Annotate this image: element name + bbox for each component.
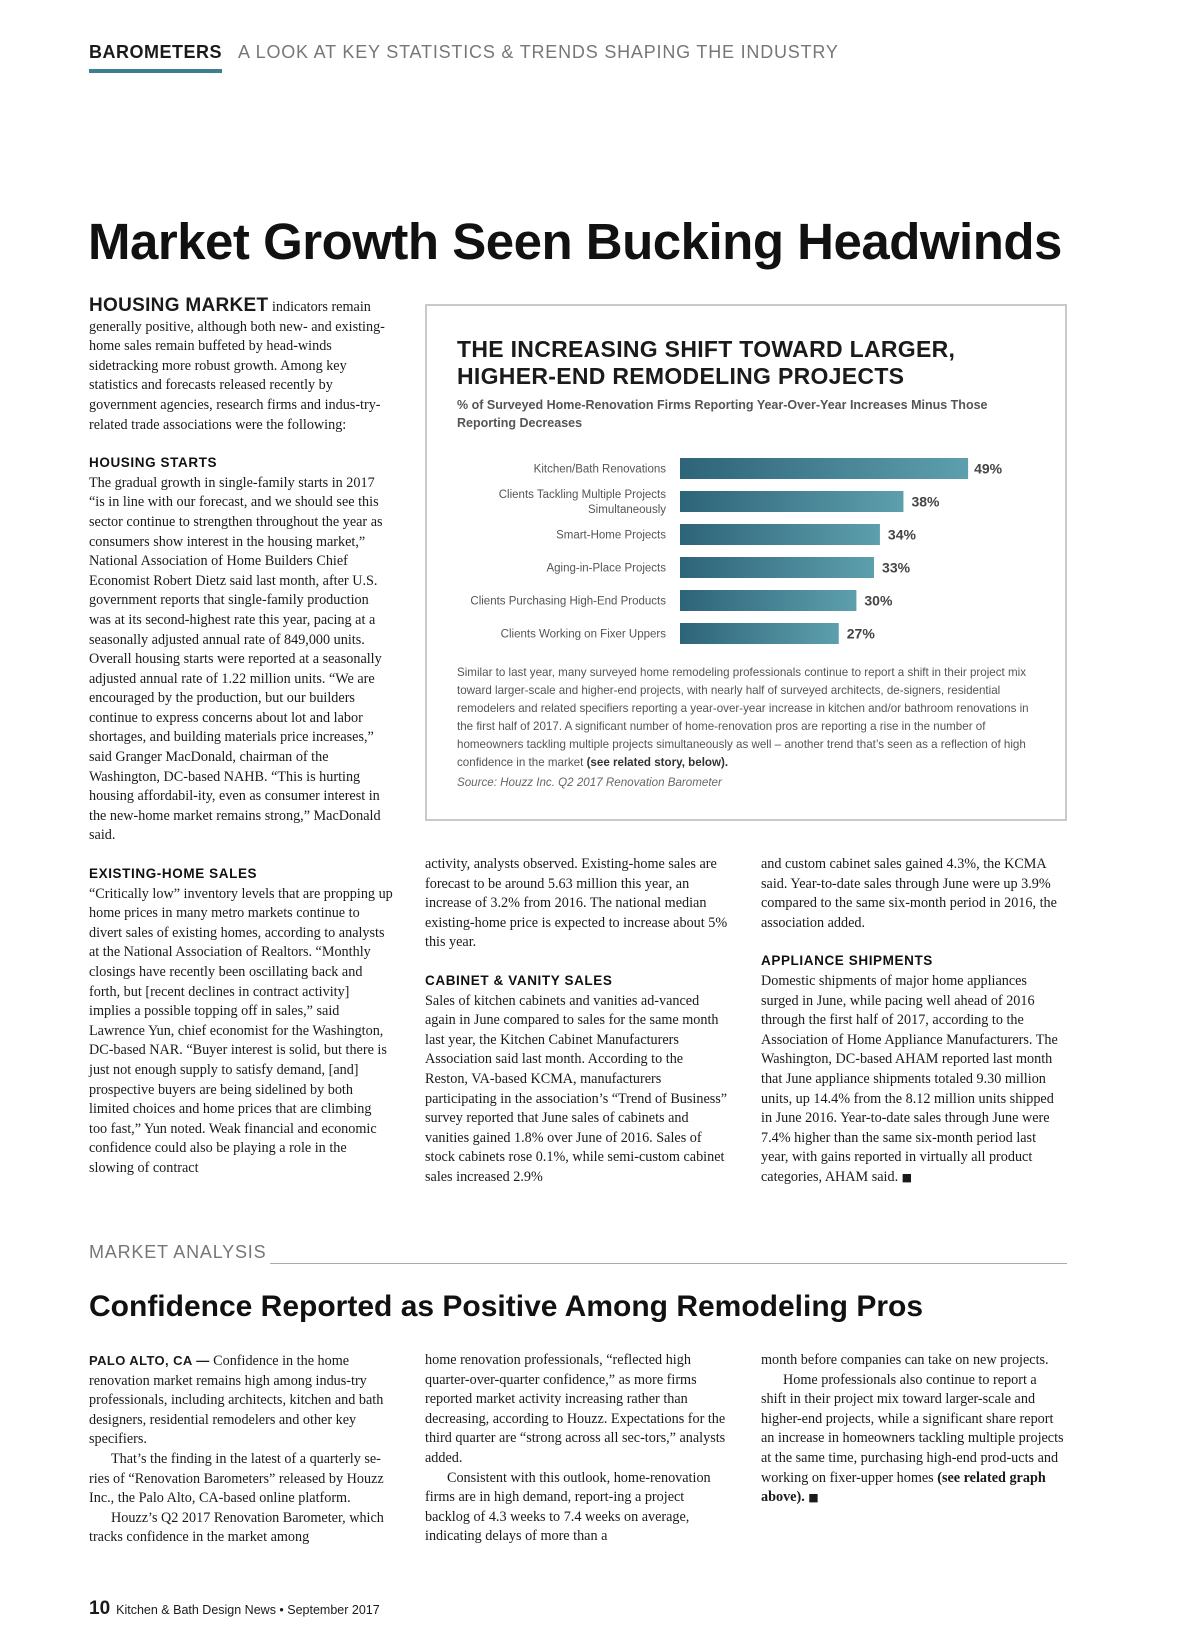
article-column-2: [425, 855, 729, 1188]
page-header: [89, 42, 839, 74]
ma-paragraph-2: That’s the finding in the latest of a quarterly se-ries of “Renovation Barometers” released by Houzz Inc., the Palo Alto, CA-based online platform.: [89, 1450, 384, 1507]
value-label-3: 34%: [887, 526, 916, 543]
existing-home-heading: EXISTING-HOME SALES: [89, 866, 258, 882]
ma-p5-text: Home professionals also continue to report a shift in their project mix toward larger-scale and higher-end projects, while a significant share report an increase in homeowners tackling multiple projects at the same time, purchasing high-end prod-ucts and working on fixer-upper homes: [761, 1371, 1064, 1486]
market-analysis-column-2: [425, 1351, 729, 1547]
bar-5: [680, 590, 856, 611]
value-label-5: 30%: [864, 592, 893, 609]
chart-title: THE INCREASING SHIFT TOWARD LARGER, HIGHER-END REMODELING PROJECTS: [457, 336, 956, 389]
section-divider: [270, 1263, 1067, 1264]
appliance-paragraph: [761, 972, 1065, 1188]
cabinet-continued: and custom cabinet sales gained 4.3%, the KCMA said. Year-to-date sales through June were up 3.9% compared to the same six-month period in 2016, the association added.: [761, 856, 1057, 931]
article-column-1: [89, 296, 393, 1179]
chart-source: Source: Houzz Inc. Q2 2017 Renovation Barometer: [457, 776, 722, 789]
ma-p5-reference: (see related graph above).: [761, 1469, 1046, 1506]
end-mark: ■: [808, 1491, 819, 1505]
bar-1: [680, 458, 968, 479]
section-tagline: A LOOK AT KEY STATISTICS & TRENDS SHAPING THE INDUSTRY: [238, 42, 839, 62]
ma-paragraph-4-continued: month before companies can take on new projects.: [761, 1352, 1049, 1368]
chart-caption-reference: (see related story, below).: [586, 756, 729, 769]
ma-paragraph-5: [761, 1371, 1065, 1508]
category-label-6: Clients Working on Fixer Uppers: [500, 628, 666, 641]
housing-starts-text: The gradual growth in single-family starts in 2017 “is in line with our forecast, and we should see this sector continue to strengthen throughout the year as consumers show interest in the housing market,” National Association of Home Builders Chief Economist Robert Dietz said last month, after U.S. government reports that single-family production was at its second-highest rate this year, pacing at a seasonally adjusted annual rate of 849,000 units. Overall housing starts were reported at a seasonally adjusted annual rate of 1.22 million units. “We are encouraged by the production, but our builders continue to express concerns about lot and labor shortages, and building materials price increases,” said Granger MacDonald, chairman of the Washington, DC-based NAHB. “This is hurting housing affordabil-ity, even as consumer interest in the new-home market remains strong,” MacDonald said.: [89, 474, 383, 844]
bar-6: [680, 623, 839, 644]
intro-text: indicators remain generally positive, although both new- and existing-home sales remain buffeted by head-winds sidetracking more robust growth. Among key statistics and forecasts released recently by government agencies, research firms and indus-try-related trade associations were the following:: [89, 299, 385, 433]
existing-home-text: “Critically low” inventory levels that are propping up home prices in many metro markets continue to divert sales of existing homes, according to analysts at the National Association of Realtors. “Monthly closings have recently been oscillating back and forth, but [recent declines in contract activity] implies a possible topping off in sales,” said Lawrence Yun, chief economist for the Washington, DC-based NAR. “Buyer interest is solid, but there is just not enough supply to satisfy demand, [and] prospective buyers are being sidelined by both limited choices and home prices that are climbing too fast,” Yun noted. Weak financial and economic confidence could also be playing a role in the slowing of contract: [89, 885, 393, 1176]
page-number: 10: [89, 1598, 111, 1619]
cabinet-text: Sales of kitchen cabinets and vanities ad-vanced again in June compared to sales for the same month last year, the Kitchen Cabinet Manufacturers Association said last month. According to the Reston, VA-based KCMA, manufacturers participating in the association’s “Trend of Business” survey reported that June sales of cabinets and vanities gained 1.8% over June of 2016. Sales of stock cabinets rose 0.1%, while semi-custom cabinet sales increased 2.9%: [425, 992, 728, 1185]
category-label-2: Clients Tackling Multiple Projects Simultaneously: [498, 489, 666, 516]
intro-paragraph: [89, 296, 393, 435]
value-label-1: 49%: [974, 460, 1003, 477]
ma-p1-text: Confidence in the home renovation market remains high among indus-try professionals, including architects, kitchen and bath designers, residential remodelers and other key specifiers.: [89, 1353, 384, 1448]
category-label-3: Smart-Home Projects: [556, 529, 666, 542]
market-analysis-column-1: [89, 1351, 393, 1548]
value-label-4: 33%: [882, 559, 911, 576]
market-analysis-title: Confidence Reported as Positive Among Remodeling Pros: [89, 1290, 924, 1323]
existing-home-continued: activity, analysts observed. Existing-home sales are forecast to be around 5.63 million this year, an increase of 3.2% from 2016. The national median existing-home price is expected to increase about 5% this year.: [425, 856, 728, 951]
end-mark: ■: [901, 1170, 913, 1184]
ma-paragraph-3: Houzz’s Q2 2017 Renovation Barometer, which tracks confidence in the market among: [89, 1509, 384, 1546]
chart-subtitle: % of Surveyed Home-Renovation Firms Reporting Year-Over-Year Increases Minus Those Reporting Decreases: [457, 398, 988, 430]
chart-panel: [425, 304, 1067, 821]
value-label-2: 38%: [911, 493, 940, 510]
bar-2: [680, 491, 903, 512]
value-label-6: 27%: [846, 625, 875, 642]
publication-info: Kitchen & Bath Design News • September 2017: [116, 1603, 380, 1617]
article-column-3: [761, 855, 1065, 1188]
article-title: Market Growth Seen Bucking Headwinds: [88, 213, 1062, 270]
cabinet-heading: CABINET & VANITY SALES: [425, 972, 613, 988]
appliance-text: Domestic shipments of major home appliances surged in June, while pacing well ahead of 2016 through the first half of 2017, according to the Association of Home Appliance Manufacturers. The Washington, DC-based AHAM reported last month that June appliance shipments totaled 9.30 million units, up 14.4% from the 8.12 million units shipped in June 2016. Year-to-date sales through June were 7.4% higher than the same six-month period last year, with gains reported in virtually all product categories, AHAM said.: [761, 972, 1058, 1185]
ma-paragraph-1: [89, 1351, 393, 1450]
market-analysis-column-3: [761, 1351, 1065, 1508]
market-analysis-label: MARKET ANALYSIS: [89, 1242, 267, 1262]
ma-paragraph-4: Consistent with this outlook, home-renovation firms are in high demand, report-ing a project backlog of 4.3 weeks to 7.4 weeks on average, indicating delays of more than a: [425, 1469, 711, 1545]
bar-3: [680, 524, 880, 545]
bar-4: [680, 557, 874, 578]
chart-caption-text: Similar to last year, many surveyed home remodeling professionals continue to report a shift in their project mix toward larger-scale and higher-end projects, with nearly half of surveyed architects, de-signers, residential remodelers and related specifiers reporting a year-over-year increase in kitchen and/or bathroom renovations in the first half of 2017. A significant number of home-renovation pros are reporting a rise in the number of homeowners tackling multiple projects simultaneously as well – another trend that’s seen as a reflection of high confidence in the market: [457, 666, 1029, 769]
intro-lead: HOUSING MARKET: [89, 295, 269, 316]
category-label-5: Clients Purchasing High-End Products: [470, 595, 666, 608]
chart-caption: [457, 664, 1032, 772]
appliance-heading: APPLIANCE SHIPMENTS: [761, 953, 933, 969]
page-footer: [89, 1598, 380, 1620]
dateline: PALO ALTO, CA —: [89, 1353, 210, 1368]
category-label-1: Kitchen/Bath Renovations: [533, 463, 666, 476]
bar-chart: [427, 446, 1065, 656]
housing-starts-heading: HOUSING STARTS: [89, 455, 218, 471]
section-label: BAROMETERS: [89, 42, 222, 73]
ma-paragraph-3-continued: home renovation professionals, “reflected high quarter-over-quarter confidence,” as more firms reported market activity increasing rather than decreasing, according to Houzz. Expectations for the third quarter are “strong across all sec-tors,” analysts added.: [425, 1352, 726, 1466]
category-label-4: Aging-in-Place Projects: [546, 562, 666, 575]
